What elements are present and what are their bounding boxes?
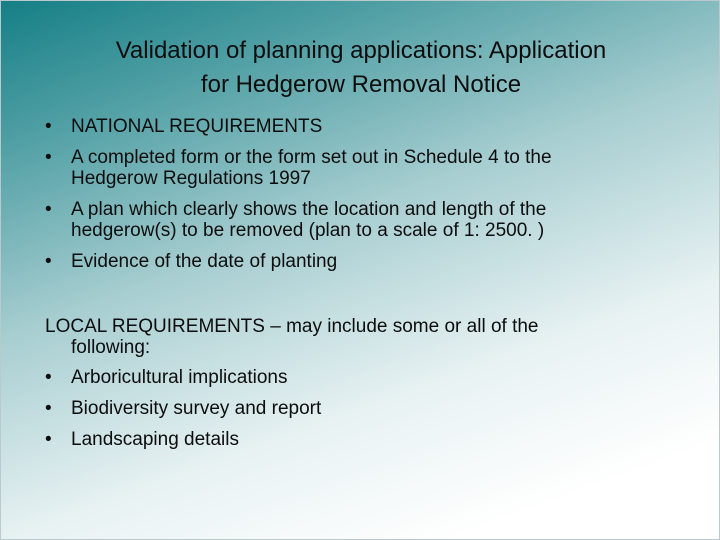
bullet-icon: • bbox=[45, 116, 52, 137]
bullet-icon: • bbox=[45, 398, 52, 419]
list-item-text: NATIONAL REQUIREMENTS bbox=[71, 116, 323, 137]
slide-title bbox=[31, 34, 691, 102]
list-item bbox=[45, 251, 665, 272]
local-requirements-heading bbox=[45, 316, 665, 358]
list-item-text-continuation: Hedgerow Regulations 1997 bbox=[71, 168, 311, 189]
local-heading-rest: – may include some or all of the bbox=[264, 316, 539, 337]
list-item-text: A plan which clearly shows the location and length of the bbox=[71, 199, 547, 220]
bullet-icon: • bbox=[45, 147, 52, 168]
bullet-icon: • bbox=[45, 429, 52, 450]
list-item-text: A completed form or the form set out in Schedule 4 to the bbox=[71, 147, 552, 168]
local-heading-continuation: following: bbox=[71, 337, 151, 358]
local-heading-bold: LOCAL REQUIREMENTS bbox=[45, 316, 265, 337]
bullet-icon: • bbox=[45, 367, 52, 388]
list-item-text: Biodiversity survey and report bbox=[71, 398, 322, 419]
national-requirements-list bbox=[45, 116, 665, 282]
slide-title-line-1: Validation of planning applications: Application bbox=[115, 37, 607, 64]
list-item-text: Evidence of the date of planting bbox=[71, 251, 338, 272]
list-item bbox=[45, 147, 665, 189]
list-item-text-continuation: hedgerow(s) to be removed (plan to a scale of 1: 2500. ) bbox=[71, 220, 545, 241]
list-item bbox=[45, 199, 665, 241]
slide-title-line-2: for Hedgerow Removal Notice bbox=[200, 71, 522, 98]
local-requirements-list bbox=[45, 367, 665, 460]
bullet-icon: • bbox=[45, 251, 52, 272]
list-item bbox=[45, 398, 665, 419]
list-item-text: Arboricultural implications bbox=[71, 367, 288, 388]
list-item-text: Landscaping details bbox=[71, 429, 239, 450]
list-item bbox=[45, 367, 665, 388]
bullet-icon: • bbox=[45, 199, 52, 220]
list-item bbox=[45, 116, 665, 137]
list-item bbox=[45, 429, 665, 450]
